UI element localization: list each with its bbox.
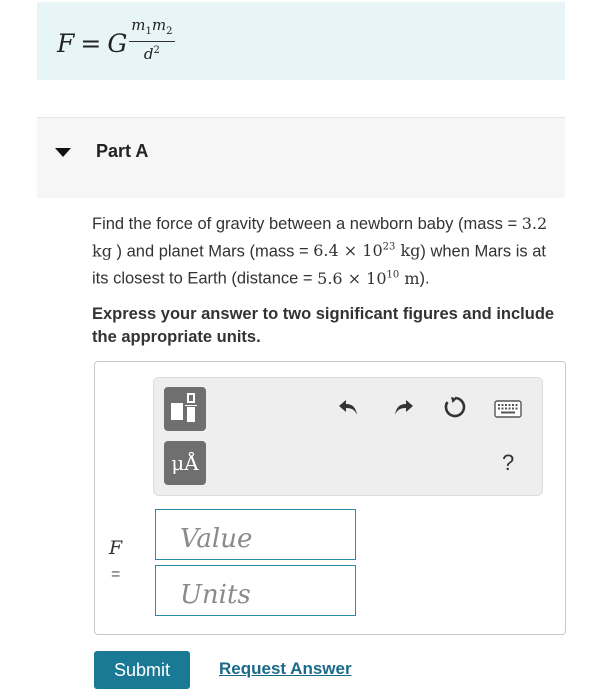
question-text: Find the force of gravity between a newborn baby (mass = 3.2 kg ) and planet Mars (mass = $6.4 \times 10^{23}$ kg) when Mars is at its closest to Earth (distance = $5.6 \times 10^{10}$ m).: [92, 214, 548, 288]
formula-denominator: $d^2$: [143, 45, 160, 63]
part-title: Part A: [96, 141, 149, 161]
math-toolbar: [153, 377, 543, 496]
keyboard-icon[interactable]: [494, 400, 522, 418]
formula-constant: G: [107, 29, 128, 58]
formula-panel: [37, 2, 565, 80]
answer-box: [94, 361, 566, 635]
units-icon[interactable]: μÅ: [164, 441, 206, 485]
help-icon[interactable]: ?: [502, 450, 515, 475]
collapse-caret-icon[interactable]: [55, 148, 71, 157]
request-answer-link[interactable]: Request Answer: [219, 659, 352, 678]
formula-numerator: $m_1m_2$: [129, 16, 174, 42]
templates-icon[interactable]: [164, 387, 206, 431]
value-input[interactable]: [155, 509, 356, 560]
redo-icon[interactable]: [390, 394, 416, 420]
submit-button[interactable]: Submit: [94, 651, 190, 689]
formula-lhs: F: [57, 29, 75, 58]
answer-equals: =: [111, 566, 121, 583]
part-a-header[interactable]: [37, 117, 565, 198]
reset-icon[interactable]: [442, 394, 468, 420]
formula-equals: =: [80, 29, 102, 58]
formula-fraction: [129, 16, 174, 63]
instruction-text: Express your answer to two significant figures and include the appropriate units.: [92, 305, 555, 346]
gravity-formula: [57, 16, 175, 67]
undo-icon[interactable]: [336, 394, 362, 420]
units-input[interactable]: [155, 565, 356, 616]
answer-variable: F: [109, 537, 123, 559]
